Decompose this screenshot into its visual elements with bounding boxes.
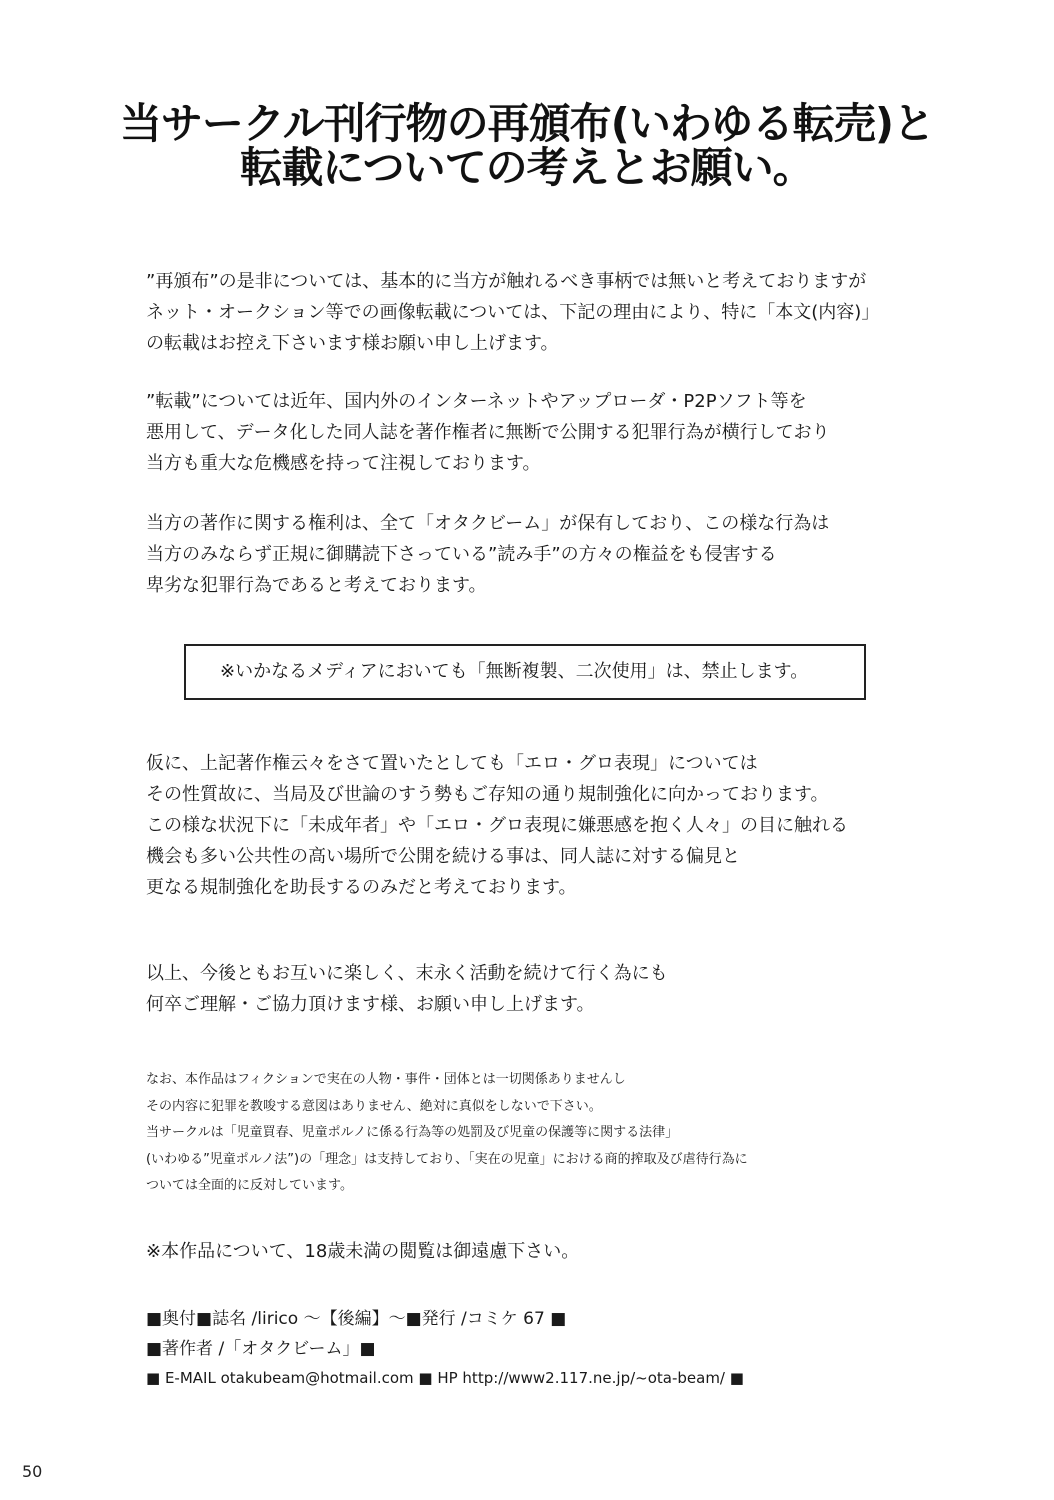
page-number: 50 bbox=[22, 1462, 43, 1481]
text-line: 以上、今後ともお互いに楽しく、末永く活動を続けて行く為にも bbox=[146, 963, 668, 984]
title-line-1: 当サークル刊行物の再頒布(いわゆる転売)と bbox=[119, 99, 935, 148]
text-line: 更なる規制強化を助長するのみだと考えております。 bbox=[146, 877, 577, 898]
text-line: 当方の著作に関する権利は、全て「オタクビーム」が保有しており、この様な行為は bbox=[146, 513, 830, 534]
disclaimer-block bbox=[146, 1067, 906, 1200]
notice-box bbox=[184, 644, 866, 700]
disclaimer-line: 当サークルは「児童買春、児童ポルノに係る行為等の処罰及び児童の保護等に関する法律」 bbox=[146, 1125, 679, 1140]
text-line: の転載はお控え下さいます様お願い申し上げます。 bbox=[146, 333, 559, 354]
text-line: ”転載”については近年、国内外のインターネットやアップローダ・P2Pソフト等を bbox=[146, 391, 807, 412]
age-warning: ※本作品について、18歳未満の閲覧は御遠慮下さい。 bbox=[146, 1241, 580, 1262]
disclaimer-line: その内容に犯罪を教唆する意図はありません、絶対に真似をしないで下さい。 bbox=[146, 1098, 602, 1114]
paragraph-expression bbox=[146, 748, 946, 903]
text-line: 当方も重大な危機感を持って注視しております。 bbox=[146, 453, 541, 474]
text-line: 卑劣な犯罪行為であると考えております。 bbox=[146, 575, 487, 596]
text-line: その性質故に、当局及び世論のすう勢もご存知の通り規制強化に向かっております。 bbox=[146, 784, 829, 805]
text-line: 機会も多い公共性の高い場所で公開を続ける事は、同人誌に対する偏見と bbox=[146, 846, 740, 867]
text-line: ”再頒布”の是非については、基本的に当方が触れるべき事柄では無いと考えておりますが bbox=[146, 271, 867, 292]
text-line: 当方のみならず正規に御購読下さっている”読み手”の方々の権益をも侵害する bbox=[146, 544, 777, 565]
disclaimer-line: (いわゆる”児童ポルノ法”)の「理念」は支持しており、「実在の児童」における商的搾取及び虐待行為に bbox=[146, 1151, 748, 1167]
colophon-line-3: ■ E-MAIL otakubeam@hotmail.com ■ HP http://www2.117.ne.jp/~ota-beam/ ■ bbox=[146, 1369, 744, 1387]
text-line: この様な状況下に「未成年者」や「エロ・グロ表現に嫌悪感を抱く人々」の目に触れる bbox=[146, 815, 848, 836]
paragraph-closing bbox=[146, 958, 946, 1020]
paragraph-redistribution bbox=[146, 266, 946, 359]
notice-text: ※いかなるメディアにおいても「無断複製、二次使用」は、禁止します。 bbox=[220, 661, 809, 682]
paragraph-reposting bbox=[146, 386, 946, 479]
disclaimer-line: なお、本作品はフィクションで実在の人物・事件・団体とは一切関係ありませんし bbox=[146, 1072, 626, 1087]
colophon-line-2: ■著作者 /「オタクビーム」■ bbox=[146, 1339, 376, 1359]
text-line: 何卒ご理解・ご協力頂けます様、お願い申し上げます。 bbox=[146, 994, 595, 1015]
text-line: 悪用して、データ化した同人誌を著作権者に無断で公開する犯罪行為が横行しており bbox=[146, 422, 830, 443]
text-line: ネット・オークション等での画像転載については、下記の理由により、特に「本文(内容)」 bbox=[146, 302, 880, 323]
paragraph-rights bbox=[146, 508, 946, 601]
colophon-line-1: ■奥付■誌名 /lirico ～【後編】～■発行 /コミケ 67 ■ bbox=[146, 1309, 567, 1329]
disclaimer-line: ついては全面的に反対しています。 bbox=[146, 1178, 353, 1193]
title-line-2: 転載についての考えとお願い。 bbox=[240, 143, 814, 192]
text-line: 仮に、上記著作権云々をさて置いたとしても「エロ・グロ表現」については bbox=[146, 753, 758, 774]
